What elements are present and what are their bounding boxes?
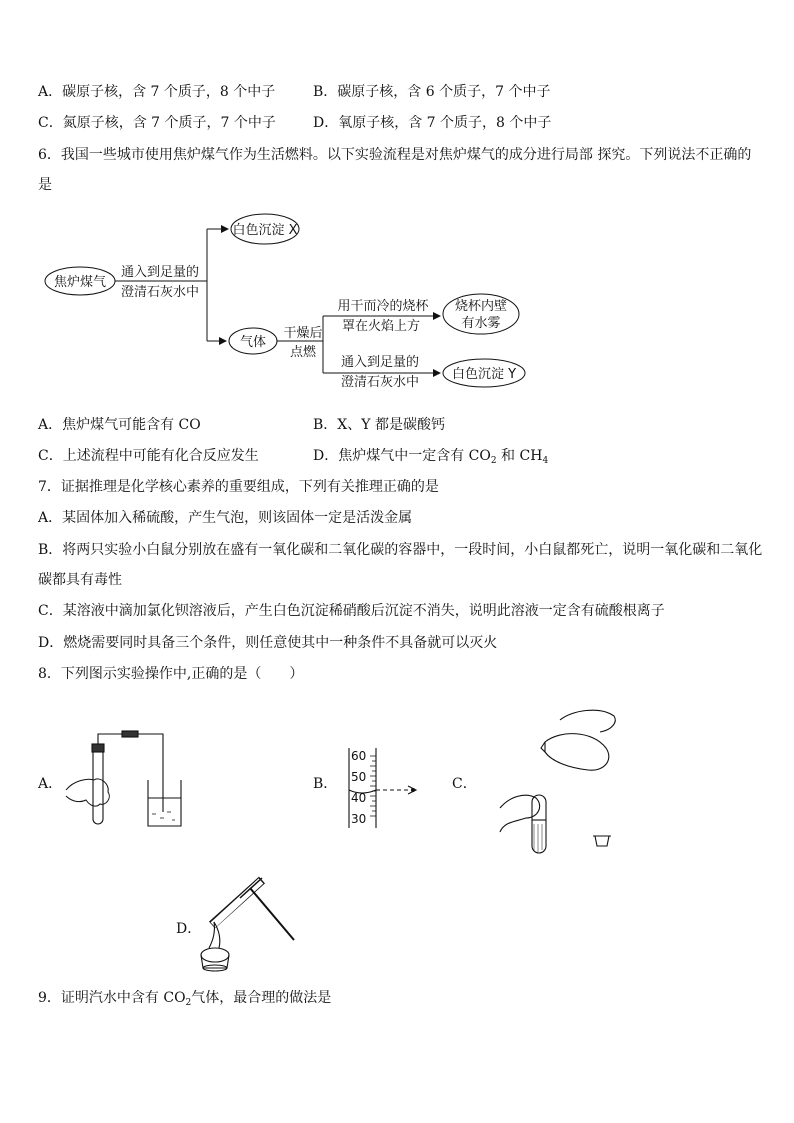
cyl-label-50: 50 <box>351 770 367 784</box>
q7-option-b-line2: 碳都具有毒性 <box>38 572 122 588</box>
q5-option-a: A．碳原子核，含 7 个质子，8 个中子 <box>38 84 276 100</box>
q6-option-b: B．X、Y 都是碳酸钙 <box>313 417 445 433</box>
figure-a-airtightness-check <box>66 731 181 826</box>
flow-precip-x-label: 白色沉淀 X <box>232 223 298 238</box>
flow-arrow1-top: 通入到足量的 <box>120 265 200 280</box>
q5-option-b: B．碳原子核，含 6 个质子，7 个中子 <box>313 84 551 100</box>
flow-wall-top: 烧杯内壁 <box>454 299 508 314</box>
figure-c-pouring-liquid <box>500 710 615 853</box>
q8-label-d: D． <box>176 921 202 937</box>
flow-precip-y-label: 白色沉淀 Y <box>451 367 517 382</box>
flow-lime-top: 通入到足量的 <box>340 355 420 370</box>
q9-stem: 9．证明汽水中含有 $CO_2$气体，最合理的做法是 <box>38 990 332 1008</box>
q6-option-d: D．焦炉煤气中一定含有 $CO_2$ 和 $CH_4$ <box>313 448 549 466</box>
flow-beaker-bottom: 罩在火焰上方 <box>341 319 421 334</box>
q5-option-c: C．氮原子核，含 7 个质子，7 个中子 <box>38 115 276 131</box>
q7-option-d: D．燃烧需要同时具备三个条件，则任意使其中一种条件不具备就可以灭火 <box>38 635 498 651</box>
q7-option-b-line1: B．将两只实验小白鼠分别放在盛有一氧化碳和二氧化碳的容器中，一段时间，小白鼠都死亡，说明一氧化碳和二氧化 <box>38 542 763 558</box>
q7-option-a: A．某固体加入稀硫酸，产生气泡，则该固体一定是活泼金属 <box>38 510 413 526</box>
flow-dry-top: 干燥后 <box>283 326 323 341</box>
flow-gas-label: 气体 <box>239 335 267 350</box>
q8-label-c: C． <box>452 776 477 792</box>
q6-stem-line2: 是 <box>38 177 52 193</box>
q6-option-a: A．焦炉煤气可能含有 CO <box>38 417 201 433</box>
q8-label-a: A． <box>38 776 63 792</box>
figure-d-heating-tube <box>201 878 294 971</box>
q6-option-c: C．上述流程中可能有化合反应发生 <box>38 448 259 464</box>
flow-lime-bottom: 澄清石灰水中 <box>340 375 420 390</box>
cyl-label-30: 30 <box>351 812 367 826</box>
cyl-label-60: 60 <box>351 749 367 763</box>
flow-beaker-top: 用干而冷的烧杯 <box>337 299 429 314</box>
q8-label-b: B． <box>313 776 338 792</box>
flow-wall-bottom: 有水雾 <box>461 316 501 331</box>
q7-option-c: C．某溶液中滴加氯化钡溶液后，产生白色沉淀稀硝酸后沉淀不消失，说明此溶液一定含有硫酸根离子 <box>38 603 665 619</box>
flow-start-label: 焦炉煤气 <box>53 275 107 290</box>
q6-stem-line1: 6．我国一些城市使用焦炉煤气作为生活燃料。以下实验流程是对焦炉煤气的成分进行局部 探究。下列说法不正确的 <box>38 147 752 163</box>
cyl-label-40: 40 <box>351 791 367 805</box>
flow-arrow1-bottom: 澄清石灰水中 <box>120 285 200 300</box>
flow-dry-bottom: 点燃 <box>289 345 317 360</box>
q7-stem: 7．证据推理是化学核心素养的重要组成，下列有关推理正确的是 <box>38 479 439 495</box>
q8-stem: 8．下列图示实验操作中,正确的是（ ） <box>38 666 304 682</box>
q5-option-d: D．氧原子核，含 7 个质子，8 个中子 <box>313 115 552 131</box>
